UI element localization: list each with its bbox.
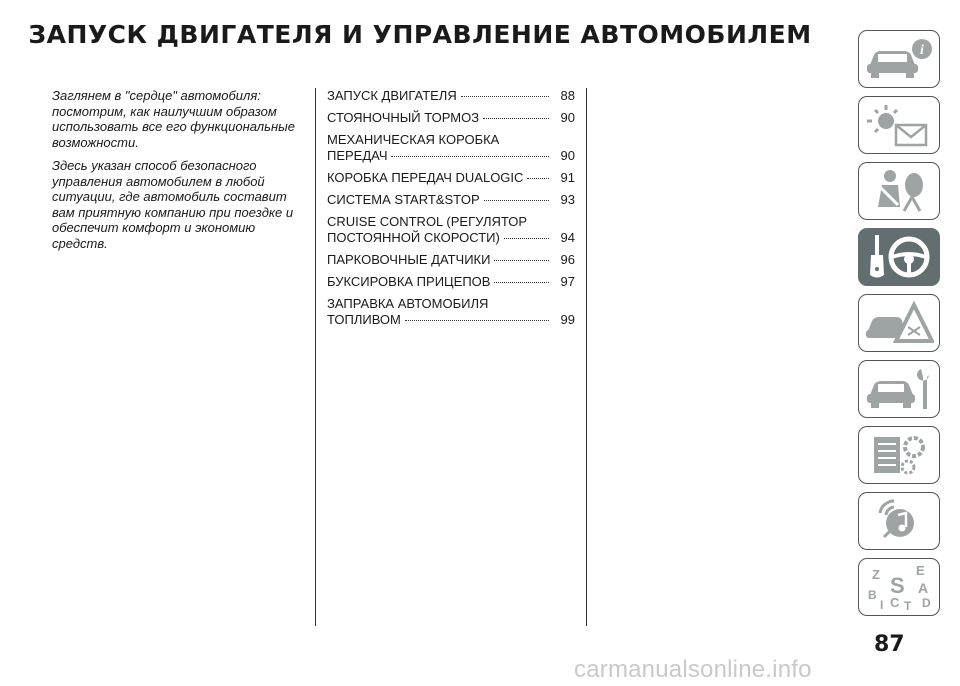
toc-leader-dots	[405, 320, 549, 321]
index-letter: B	[868, 588, 877, 602]
toc-item[interactable]	[327, 192, 575, 208]
toc-item-label: СИСТЕМА START&STOP	[327, 192, 480, 207]
toc-item-label-line: CRUISE CONTROL (РЕГУЛЯТОР	[327, 214, 528, 229]
toc-item[interactable]	[327, 110, 575, 126]
tab-multimedia[interactable]	[858, 492, 940, 550]
car-warning-triangle-icon	[864, 299, 934, 347]
car-info-icon	[864, 35, 934, 83]
toc-item-label: СТОЯНОЧНЫЙ ТОРМОЗ	[327, 110, 480, 125]
toc-page-number: 90	[560, 110, 575, 125]
toc-page-number: 96	[560, 252, 575, 267]
toc-item-label: ТОПЛИВОМ	[327, 312, 401, 327]
index-letter: E	[916, 563, 925, 578]
toc-item-label: ПАРКОВОЧНЫЕ ДАТЧИКИ	[327, 252, 491, 267]
toc-item[interactable]	[327, 296, 575, 328]
index-letter: D	[922, 596, 931, 610]
toc-page-number: 94	[560, 230, 575, 245]
toc-page-number: 90	[560, 148, 575, 163]
tab-index[interactable]	[858, 558, 940, 616]
lights-mail-icon	[864, 101, 934, 149]
tab-emergency[interactable]	[858, 294, 940, 352]
tab-engine-driving[interactable]	[858, 228, 940, 286]
specs-gears-icon	[864, 431, 934, 479]
toc-leader-dots	[504, 238, 549, 239]
toc-item-label: ПОСТОЯННОЙ СКОРОСТИ)	[327, 230, 500, 245]
toc-leader-dots	[527, 178, 549, 179]
intro-text	[52, 88, 300, 259]
car-wrench-icon	[864, 365, 934, 413]
toc-item-label: ПЕРЕДАЧ	[327, 148, 388, 163]
tab-car-info[interactable]	[858, 30, 940, 88]
toc-leader-dots	[494, 260, 549, 261]
tab-safety[interactable]	[858, 162, 940, 220]
index-letter: Z	[872, 567, 880, 582]
toc-item-label: КОРОБКА ПЕРЕДАЧ DUALOGIC	[327, 170, 524, 185]
chapter-tabs	[858, 30, 942, 624]
toc-leader-dots	[461, 96, 549, 97]
column-divider-right	[586, 88, 587, 626]
toc-page-number: 88	[560, 88, 575, 103]
index-letter: A	[918, 580, 929, 596]
page-title: ЗАПУСК ДВИГАТЕЛЯ И УПРАВЛЕНИЕ АВТОМОБИЛЕМ	[28, 20, 812, 49]
index-letter: S	[890, 573, 905, 598]
key-steering-wheel-icon	[864, 233, 934, 281]
table-of-contents	[327, 88, 575, 334]
intro-paragraph-2: Здесь указан способ безопасного управления автомобилем в любой ситуации, где автомобиль составит вам приятную компанию при поездке и обеспечит комфорт и экономию средств.	[52, 158, 294, 251]
intro-paragraph-1: Заглянем в "сердце" автомобиля: посмотрим, как наилучшим образом использовать все его функциональные возможности.	[52, 88, 295, 150]
toc-page-number: 93	[560, 192, 575, 207]
toc-page-number: 99	[560, 312, 575, 327]
toc-item[interactable]	[327, 252, 575, 268]
page-number: 87	[874, 632, 905, 657]
toc-leader-dots	[391, 156, 549, 157]
toc-item-label: БУКСИРОВКА ПРИЦЕПОВ	[327, 274, 491, 289]
column-divider-left	[315, 88, 316, 626]
toc-leader-dots	[484, 200, 549, 201]
toc-item[interactable]	[327, 88, 575, 104]
index-letter: I	[880, 598, 884, 611]
toc-page-number: 97	[560, 274, 575, 289]
index-letter: T	[904, 599, 912, 611]
info-letter: i	[920, 43, 924, 58]
toc-item-label: ЗАПУСК ДВИГАТЕЛЯ	[327, 88, 457, 103]
tab-lights-messages[interactable]	[858, 96, 940, 154]
alphabetical-index-icon	[864, 563, 934, 611]
seatbelt-airbag-icon	[864, 167, 934, 215]
toc-item-label-line: МЕХАНИЧЕСКАЯ КОРОБКА	[327, 132, 500, 147]
toc-item-label-line: ЗАПРАВКА АВТОМОБИЛЯ	[327, 296, 489, 311]
toc-item[interactable]	[327, 132, 575, 164]
watermark: carmanualsonline.info	[574, 656, 812, 683]
toc-page-number: 91	[560, 170, 575, 185]
toc-item[interactable]	[327, 170, 575, 186]
tab-specifications[interactable]	[858, 426, 940, 484]
toc-leader-dots	[483, 118, 549, 119]
toc-item[interactable]	[327, 274, 575, 290]
tab-maintenance[interactable]	[858, 360, 940, 418]
toc-item[interactable]	[327, 214, 575, 246]
radio-music-icon	[864, 497, 934, 545]
index-letter: C	[890, 595, 900, 610]
toc-leader-dots	[494, 282, 549, 283]
